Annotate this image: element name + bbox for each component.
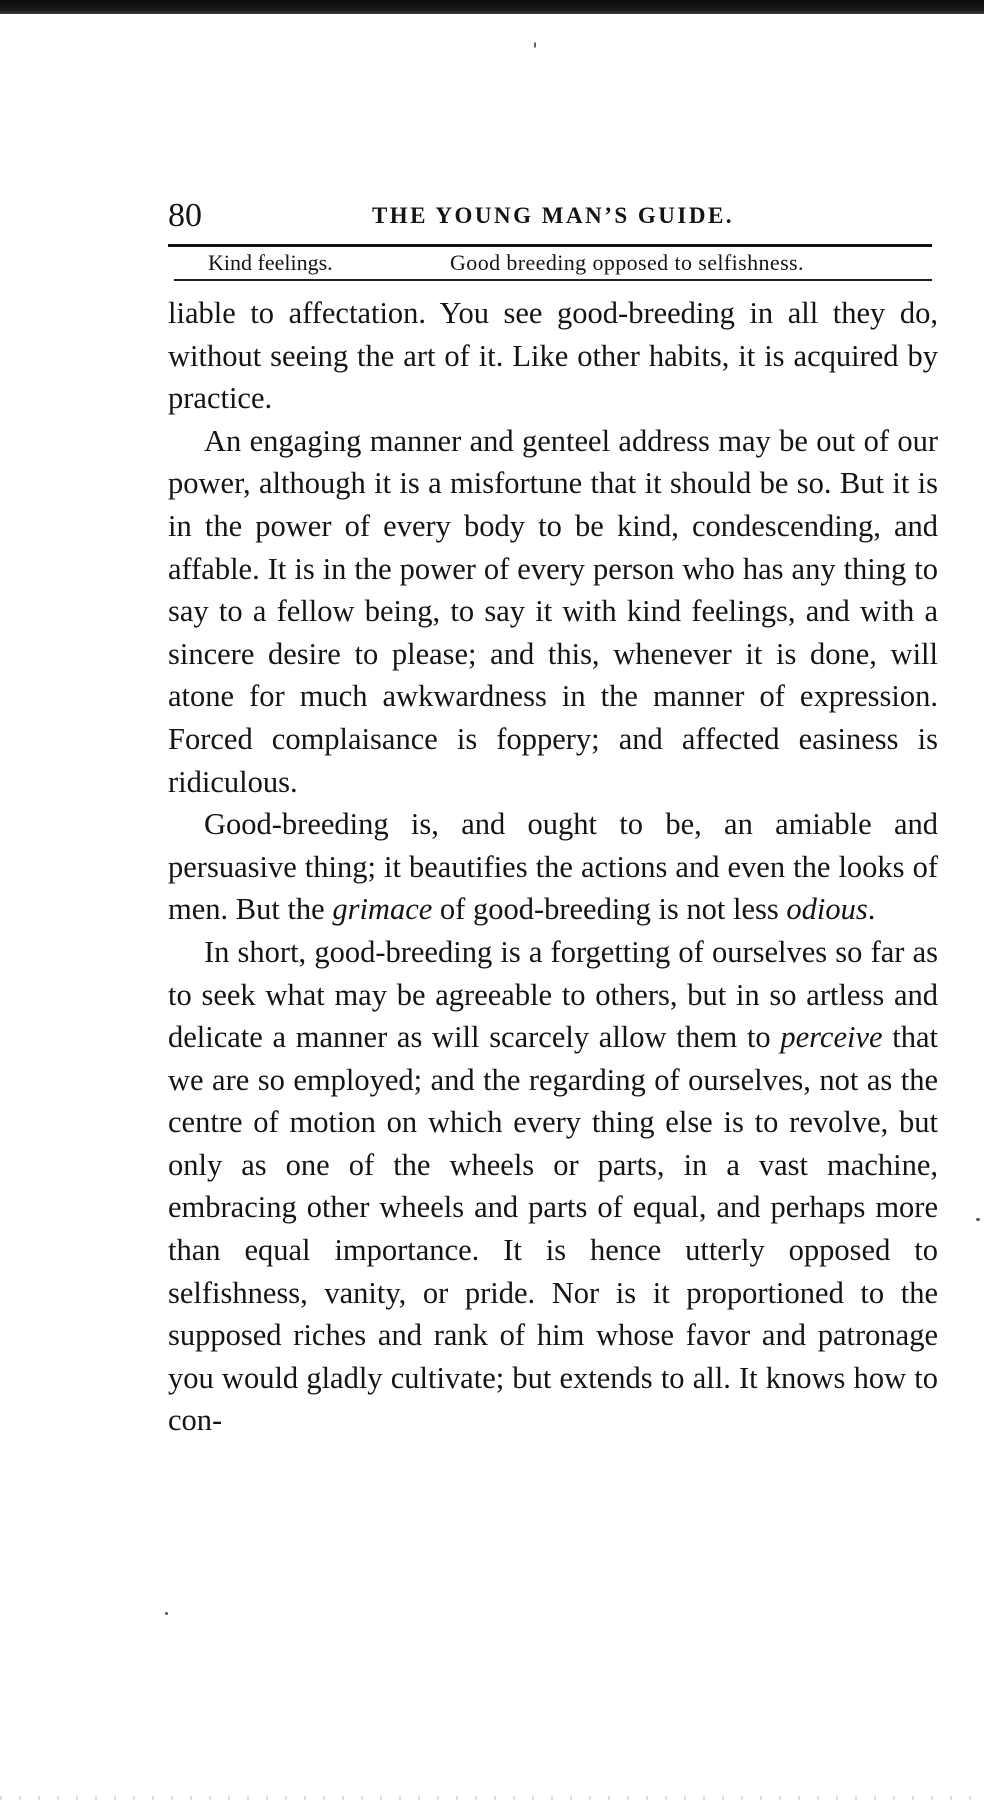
header-rule-bottom <box>174 279 932 281</box>
print-speck <box>976 1218 980 1221</box>
paragraph-4 <box>168 931 938 1442</box>
header-rule-top <box>168 244 932 247</box>
italic-odious: odious <box>786 892 868 927</box>
italic-grimace: grimace <box>332 892 433 927</box>
print-speck <box>534 42 536 48</box>
paragraph-3-text-a: Good-breeding is, and ought to be, an amiable and persuasive thing; it beautifies the actions and even the looks of men. But the <box>168 807 938 927</box>
subhead-good-breeding: Good breeding opposed to selfishness. <box>450 250 804 275</box>
paragraph-3-text-c: of good-breeding is not less <box>432 892 787 927</box>
subheads <box>168 248 932 278</box>
italic-perceive: perceive <box>780 1020 883 1055</box>
book-title: THE YOUNG MAN’S GUIDE. <box>371 203 735 228</box>
page-number: 80 <box>168 197 202 234</box>
paragraph-4-text-c: that we are so employed; and the regarding of ourselves, not as the centre of motion on which every thing else is to revolve, but only as one of the wheels or parts, in a vast machine, embracing other wheels and parts of equal, and perhaps more than equal importance. It is hence utterly opposed to selfishness, vanity, or pride. Nor is it proportioned to the supposed riches and rank of him whose favor and patronage you would gladly cultivate; but extends to all. It knows how to con- <box>168 1020 938 1438</box>
paragraph-1: liable to affectation. You see good-breeding in all they do, without seeing the art of it. Like other habits, it is acquired by practice. <box>168 296 938 416</box>
page-top-edge <box>0 0 984 14</box>
body-text <box>168 292 938 1442</box>
paragraph-2: An engaging manner and genteel address may be out of our power, although it is a misfortune that it should be so. But it is in the power of every body to be kind, condescending, and affable. It is in the power of every person who has any thing to say to a fellow being, to say it with kind feelings, and with a sincere desire to please; and this, whenever it is done, will atone for much awkwardness in the manner of expression. Forced complaisance is foppery; and affected easiness is ridiculous. <box>168 423 938 799</box>
paragraph-3 <box>168 803 938 931</box>
paragraph-4-text-a: In short, good-breeding is a forgetting of ourselves so far as to seek what may be agreeable to others, but in so artless and delicate a manner as will scarcely allow them to <box>168 934 938 1055</box>
subhead-kind-feelings: Kind feelings. <box>208 250 333 275</box>
page-bottom-edge <box>0 1796 984 1800</box>
print-speck <box>165 1612 168 1615</box>
paragraph-3-text-e: . <box>867 892 876 927</box>
running-head <box>168 196 938 236</box>
